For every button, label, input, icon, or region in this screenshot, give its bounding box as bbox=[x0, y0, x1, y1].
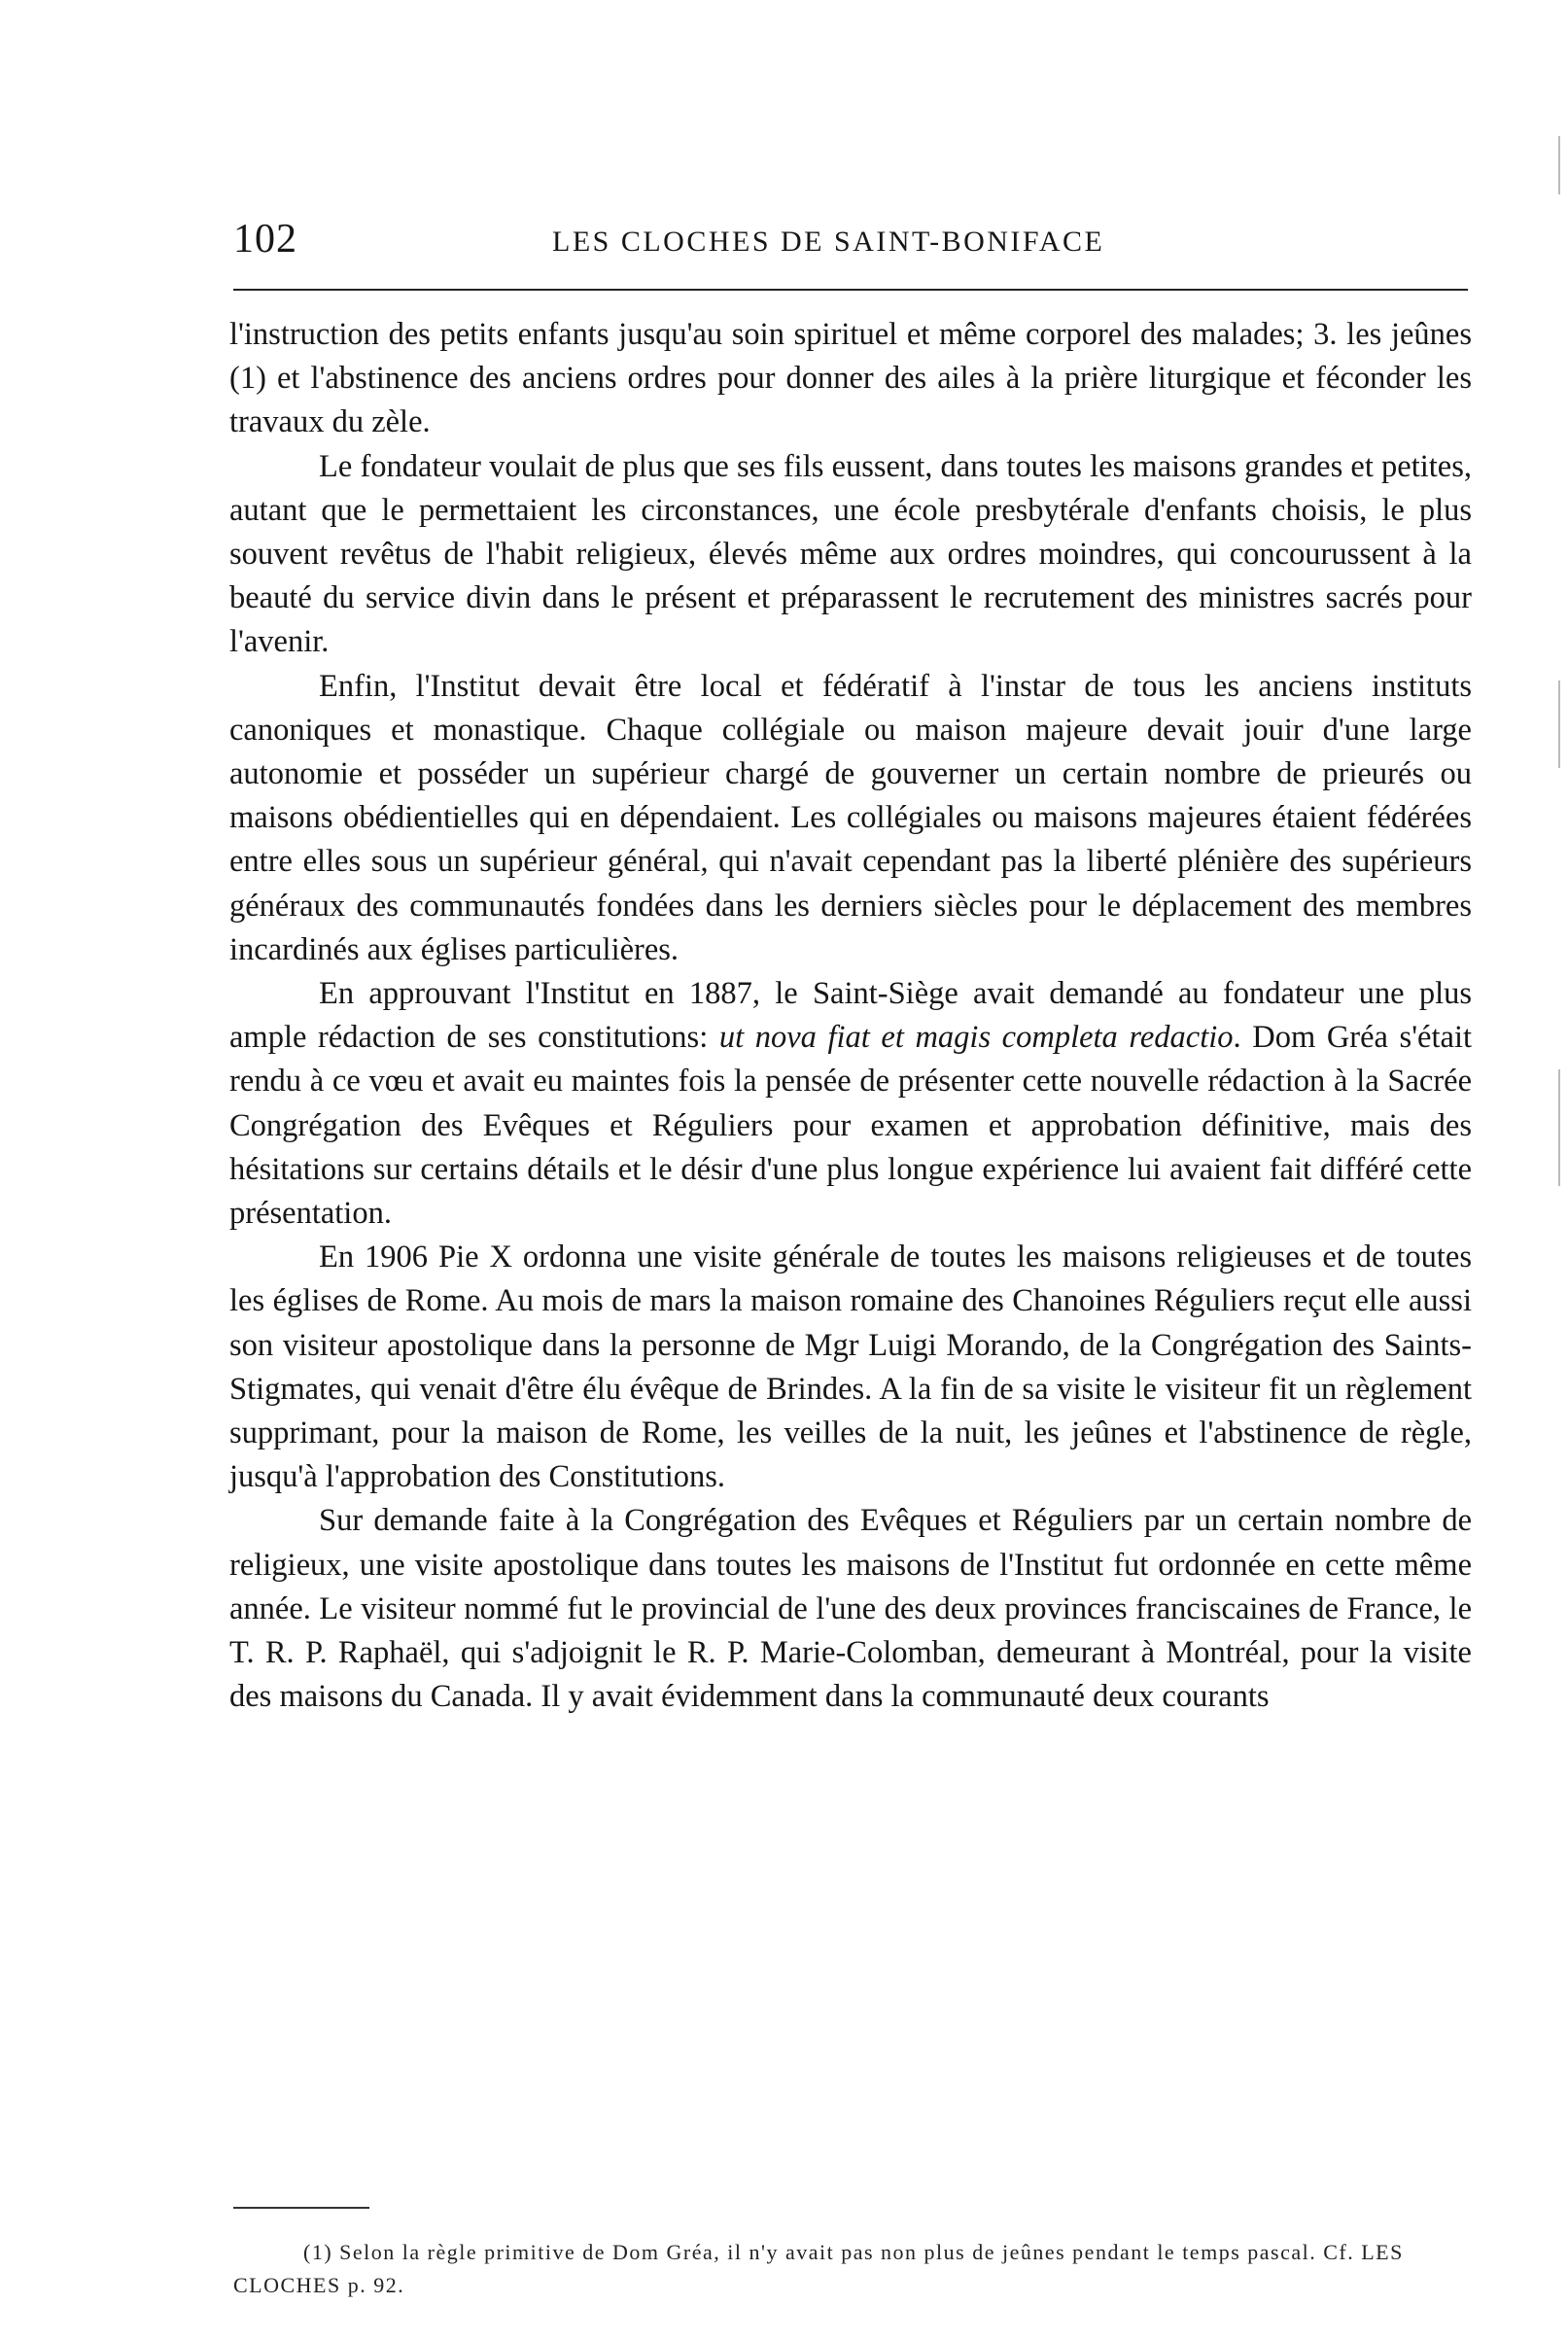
paragraph-1: l'instruction des petits enfants jusqu'au soin spirituel et même corporel des malades; 3. les jeûnes (1) et l'abstinence des anciens ordres pour donner des ailes à la prière liturgique et féconder les travaux du zèle. bbox=[229, 317, 1472, 440]
scan-margin-mark bbox=[1558, 136, 1560, 194]
paragraph-4-end: . Dom Gréa s'était rendu à ce vœu et avait eu maintes fois la pensée de présenter cette nouvelle rédaction à la Sacrée Congrégation des Evêques et Réguliers pour examen et approbation définitive, mais des hésitations sur certains détails et le désir d'une plus longue expérience lui avaient fait différé cette présentation. bbox=[229, 1020, 1473, 1232]
page-number: 102 bbox=[233, 217, 297, 262]
paragraph-2: Le fondateur voulait de plus que ses fils eussent, dans toutes les maisons grandes et petites, autant que le permettaient les circonstances, une école presbytérale d'enfants choisis, le plus souvent revêtus de l'habit religieux, élevés même aux ordres moindres, qui concourussent à la beauté du service divin dans le présent et préparassent le recrutement des ministres sacrés pour l'avenir. bbox=[229, 448, 1472, 660]
latin-quotation: ut nova fiat et magis completa redactio bbox=[718, 1020, 1234, 1056]
paragraph-3: Enfin, l'Institut devait être local et fédératif à l'instar de tous les anciens instituts canoniques et monastique. Chaque collégiale ou maison majeure devait jouir d'une large autonomie et posséder un supérieur chargé de gouverner un certain nombre de prieurés ou maisons obédientielles qui en dépendaient. Les collégiales ou maisons majeures étaient fédérées entre elles sous un supérieur général, qui n'avait cependant pas la liberté plénière des supérieurs généraux des communautés fondées dans les derniers siècles pour le déplacement des membres incardinés aux églises particulières. bbox=[229, 668, 1472, 967]
scan-margin-mark bbox=[1558, 1069, 1560, 1186]
footnote: (1) Selon la règle primitive de Dom Gréa, il n'y avait pas non plus de jeûnes pendant le temps pascal. Cf. LES CLOCHES p. 92. bbox=[233, 2240, 1404, 2297]
paragraph-5: En 1906 Pie X ordonna une visite générale de toutes les maisons religieuses et de toutes les églises de Rome. Au mois de mars la maison romaine des Chanoines Réguliers reçut elle aussi son visiteur apostolique dans la personne de Mgr Luigi Morando, de la Congrégation des Saints-Stigmates, qui venait d'être élu évêque de Brindes. A la fin de sa visite le visiteur fit un règlement supprimant, pour la maison de Rome, les veilles de la nuit, les jeûnes et l'abstinence de règle, jusqu'à l'approbation des Constitutions. bbox=[229, 1240, 1472, 1495]
header-rule bbox=[233, 289, 1468, 291]
scan-margin-mark bbox=[1558, 681, 1560, 768]
running-title: LES CLOCHES DE SAINT-BONIFACE bbox=[552, 226, 1105, 258]
body-text bbox=[229, 313, 1472, 1720]
paragraph-4-start: En approuvant l'Institut en 1887, le Saint-Siège avait demandé au fondateur une plus ample rédaction de ses constitutions: bbox=[229, 976, 1472, 1056]
footnote-rule bbox=[233, 2207, 369, 2209]
paragraph-4 bbox=[229, 972, 1472, 1236]
running-header bbox=[233, 216, 1468, 274]
paragraph-6: Sur demande faite à la Congrégation des Evêques et Réguliers par un certain nombre de religieux, une visite apostolique dans toutes les maisons de l'Institut fut ordonnée en cette même année. Le visiteur nommé fut le provincial de l'une des deux provinces franciscaines de France, le T. R. P. Raphaël, qui s'adjoignit le R. P. Marie-Colomban, demeurant à Montréal, pour la visite des maisons du Canada. Il y avait évidemment dans la communauté deux courants bbox=[229, 1503, 1472, 1715]
